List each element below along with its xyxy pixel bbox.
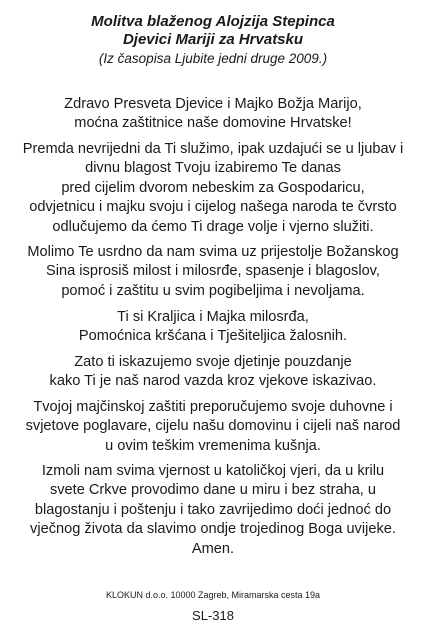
paragraph-2 xyxy=(10,140,416,237)
text-line: kako Ti je naš narod vazda kroz vjekove iskazivao. xyxy=(49,373,377,390)
text-line: Amen. xyxy=(191,540,235,557)
text-line: odlučujemo da ćemo Ti drage volje i vjerno služiti. xyxy=(52,218,374,235)
text-line: Izmoli nam svima vjernost u katoličkoj vjeri, da u krilu xyxy=(41,463,385,479)
paragraph-1 xyxy=(10,95,416,134)
paragraph-3 xyxy=(10,243,416,301)
text-line: Pomoćnica kršćana i Tješiteljica žalosnih. xyxy=(78,328,348,345)
title-line-2: Djevici Mariji za Hrvatsku xyxy=(122,31,304,48)
text-line: vječnog života da slavimo ondje trojedinog Boga uvijeke. xyxy=(30,521,396,538)
text-line: svjetove poglavare, cijelu našu domovinu i cijeli naš narod xyxy=(25,418,401,435)
text-line: divnu blagost Tvoju izabiremo Te danas xyxy=(85,160,341,177)
text-line: pred cijelim dvorom nebeskim za Gospodaricu, xyxy=(61,179,365,196)
text-line: Sina isprosiš milost i milosrđe, spasenje i blagoslov, xyxy=(46,263,380,280)
product-code: SL-318 xyxy=(192,608,234,623)
paragraph-7 xyxy=(10,462,416,559)
text-line: u ovim teškim vremenima kušnja. xyxy=(105,437,321,454)
header xyxy=(0,13,426,67)
paragraph-4 xyxy=(10,308,416,347)
text-line: moćna zaštitnice naše domovine Hrvatske! xyxy=(74,115,352,132)
text-line: odvjetnicu i majku svoju i cijelog našega naroda te čvrsto xyxy=(29,199,397,216)
paragraph-5 xyxy=(10,353,416,392)
text-line: Ti si Kraljica i Majka milosrđa, xyxy=(117,309,309,325)
source-line: (Iz časopisa Ljubite jedni druge 2009.) xyxy=(98,51,328,66)
text-line: Premda nevrijedni da Ti služimo, ipak uzdajući se u ljubav i xyxy=(22,141,404,157)
text-line: pomoć i zaštitu u svim pogibeljima i nevoljama. xyxy=(61,282,365,299)
text-line: Tvojoj majčinskoj zaštiti preporučujemo svoje duhovne i xyxy=(33,399,393,415)
title-line-1: Molitva blaženog Alojzija Stepinca xyxy=(91,13,335,30)
text-line: Zato ti iskazujemo svoje djetinje pouzdanje xyxy=(74,354,352,370)
text-line: svete Crkve provodimo dane u miru i bez straha, u xyxy=(49,482,377,499)
text-line: blagostanju i poštenju i tako zavrijedimo doći jednoć do xyxy=(34,501,392,518)
paragraph-6 xyxy=(10,398,416,456)
text-line: Molimo Te usrdno da nam svima uz prijestolje Božanskog xyxy=(27,244,399,260)
publisher-info: KLOKUN d.o.o. 10000 Zagreb, Miramarska cesta 19a xyxy=(105,590,321,600)
text-line: Zdravo Presveta Djevice i Majko Božja Marijo, xyxy=(64,96,362,112)
